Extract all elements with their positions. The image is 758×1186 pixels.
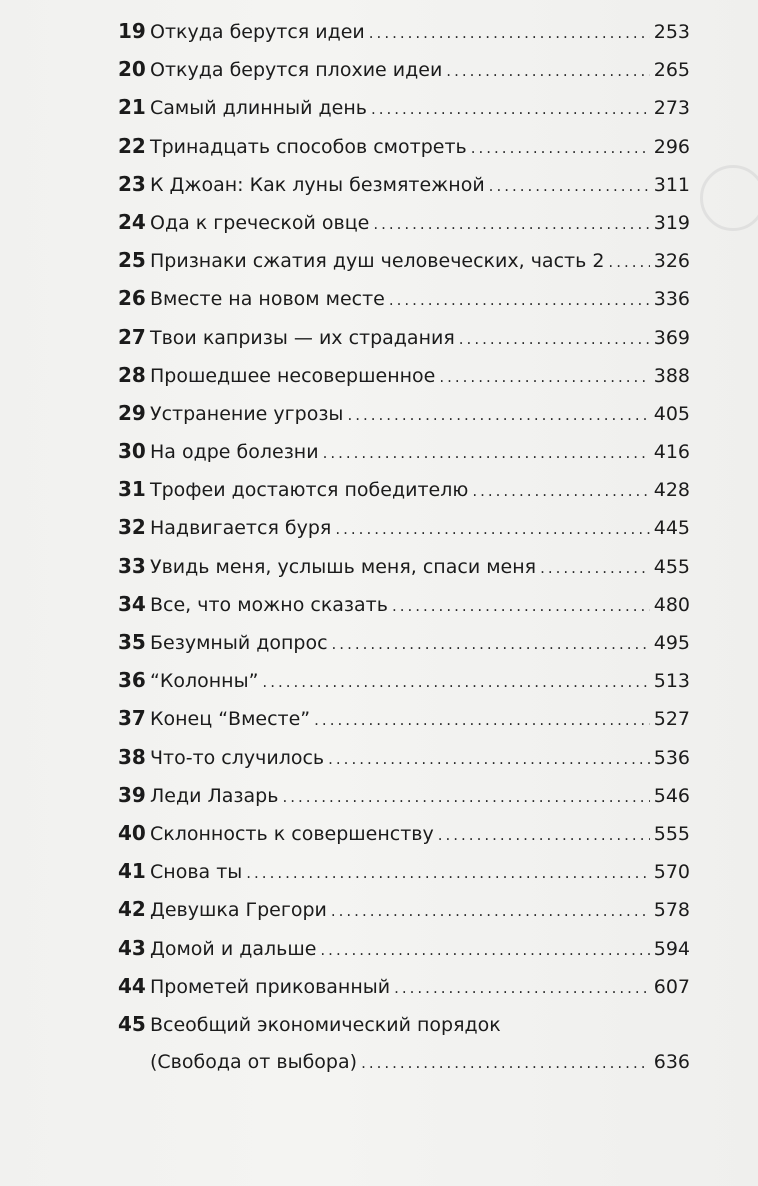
page-number: 326 bbox=[653, 250, 690, 273]
leader-dots bbox=[371, 90, 650, 128]
toc-entry bbox=[118, 852, 690, 890]
page-number: 546 bbox=[653, 784, 690, 807]
toc-entry bbox=[118, 776, 690, 814]
leader-dots bbox=[459, 320, 650, 358]
chapter-number: 31 bbox=[118, 477, 146, 502]
page-number: 513 bbox=[653, 670, 690, 693]
toc-entry bbox=[118, 432, 690, 470]
leader-dots bbox=[394, 969, 650, 1007]
chapter-number: 41 bbox=[118, 859, 146, 884]
page-number: 480 bbox=[653, 593, 690, 616]
chapter-number: 25 bbox=[118, 248, 146, 273]
chapter-title: Всеобщий экономический порядок bbox=[150, 1013, 501, 1036]
toc-entry bbox=[118, 661, 690, 699]
page-number: 253 bbox=[653, 21, 690, 43]
page-number: 536 bbox=[653, 746, 690, 769]
leader-dots bbox=[262, 663, 649, 701]
leader-dots bbox=[392, 587, 650, 625]
chapter-number: 44 bbox=[118, 973, 146, 998]
leader-dots bbox=[323, 434, 650, 472]
toc-entry bbox=[118, 127, 690, 165]
chapter-number: 27 bbox=[118, 324, 146, 349]
chapter-title: Откуда берутся плохие идеи bbox=[150, 59, 443, 82]
page-number: 455 bbox=[653, 555, 690, 578]
chapter-title: К Джоан: Как луны безмятежной bbox=[150, 173, 485, 196]
page-number: 388 bbox=[653, 364, 690, 387]
chapter-title: Домой и дальше bbox=[150, 937, 317, 960]
leader-dots bbox=[332, 625, 650, 663]
toc-entry bbox=[118, 356, 690, 394]
leader-dots bbox=[347, 396, 649, 434]
chapter-title: Устранение угрозы bbox=[150, 402, 344, 425]
chapter-number: 22 bbox=[118, 133, 146, 158]
chapter-number: 43 bbox=[118, 935, 146, 960]
chapter-number: 36 bbox=[118, 668, 146, 693]
leader-dots bbox=[439, 358, 649, 396]
leader-dots bbox=[331, 892, 650, 930]
toc-entry bbox=[118, 470, 690, 508]
toc-entry bbox=[118, 279, 690, 317]
toc-entry bbox=[118, 1005, 690, 1043]
leader-dots bbox=[282, 778, 649, 816]
page-number: 336 bbox=[653, 288, 690, 311]
chapter-title: Леди Лазарь bbox=[150, 784, 279, 807]
page-number: 570 bbox=[653, 861, 690, 884]
chapter-title: Склонность к совершенству bbox=[150, 822, 434, 845]
toc-entry bbox=[118, 929, 690, 967]
page-number: 296 bbox=[653, 135, 690, 158]
chapter-title: Надвигается буря bbox=[150, 517, 332, 540]
page-number: 607 bbox=[653, 975, 690, 998]
leader-dots bbox=[540, 549, 650, 587]
toc-entry bbox=[118, 547, 690, 585]
page-number: 319 bbox=[653, 211, 690, 234]
toc-entry-continuation bbox=[118, 1043, 690, 1081]
page-number: 369 bbox=[653, 326, 690, 349]
toc-entry bbox=[118, 203, 690, 241]
chapter-title: Безумный допрос bbox=[150, 632, 328, 654]
toc-entry bbox=[118, 814, 690, 852]
chapter-number: 19 bbox=[118, 19, 146, 43]
leader-dots bbox=[446, 52, 649, 90]
chapter-title: Вместе на новом месте bbox=[150, 288, 385, 311]
leader-dots bbox=[608, 243, 649, 281]
toc-entry bbox=[118, 699, 690, 737]
chapter-number: 28 bbox=[118, 362, 146, 387]
chapter-title: “Колонны” bbox=[150, 670, 259, 693]
chapter-number: 29 bbox=[118, 400, 146, 425]
page-number: 416 bbox=[653, 441, 690, 464]
leader-dots bbox=[389, 281, 650, 319]
leader-dots bbox=[320, 931, 649, 969]
page-number: 527 bbox=[653, 708, 690, 731]
chapter-title: Прошедшее несовершенное bbox=[150, 364, 436, 387]
toc-entry bbox=[118, 890, 690, 928]
chapter-number: 34 bbox=[118, 591, 146, 616]
page-number: 405 bbox=[653, 402, 690, 425]
leader-dots bbox=[489, 167, 650, 205]
table-of-contents bbox=[118, 12, 690, 1081]
chapter-number: 26 bbox=[118, 286, 146, 311]
page-number: 428 bbox=[653, 479, 690, 502]
bleed-through-circle bbox=[700, 165, 758, 231]
leader-dots bbox=[369, 14, 650, 52]
leader-dots bbox=[314, 701, 650, 739]
chapter-number: 35 bbox=[118, 630, 146, 654]
chapter-title: Признаки сжатия душ человеческих, часть 2 bbox=[150, 250, 605, 273]
chapter-number: 30 bbox=[118, 439, 146, 464]
leader-dots bbox=[373, 205, 649, 243]
page-number: 555 bbox=[653, 822, 690, 845]
toc-entry bbox=[118, 88, 690, 126]
leader-dots bbox=[335, 510, 649, 548]
chapter-number: 23 bbox=[118, 171, 146, 196]
chapter-number: 39 bbox=[118, 782, 146, 807]
toc-entry bbox=[118, 585, 690, 623]
toc-entry bbox=[118, 394, 690, 432]
toc-entry bbox=[118, 165, 690, 203]
page-number: 578 bbox=[653, 899, 690, 922]
chapter-number: 21 bbox=[118, 95, 146, 120]
chapter-title: Ода к греческой овце bbox=[150, 211, 370, 234]
chapter-title: Откуда берутся идеи bbox=[150, 21, 365, 43]
chapter-title: Снова ты bbox=[150, 861, 243, 884]
chapter-number: 37 bbox=[118, 706, 146, 731]
leader-dots bbox=[361, 1044, 650, 1082]
chapter-number: 33 bbox=[118, 553, 146, 578]
chapter-title: Девушка Грегори bbox=[150, 899, 327, 922]
chapter-title: Трофеи достаются победителю bbox=[150, 479, 469, 502]
chapter-title: Что-то случилось bbox=[150, 746, 325, 769]
chapter-title: Все, что можно сказать bbox=[150, 593, 388, 616]
chapter-title: Тринадцать способов смотреть bbox=[150, 135, 467, 158]
leader-dots bbox=[246, 854, 649, 892]
chapter-title: На одре болезни bbox=[150, 441, 319, 464]
chapter-title: Самый длинный день bbox=[150, 97, 367, 120]
page-number: 311 bbox=[653, 173, 690, 196]
chapter-number: 38 bbox=[118, 744, 146, 769]
toc-entry bbox=[118, 738, 690, 776]
toc-entry bbox=[118, 12, 690, 50]
page-number: 594 bbox=[653, 937, 690, 960]
toc-entry bbox=[118, 50, 690, 88]
chapter-number: 32 bbox=[118, 515, 146, 540]
toc-entry bbox=[118, 241, 690, 279]
chapter-title: Увидь меня, услышь меня, спаси меня bbox=[150, 555, 537, 578]
page-number: 636 bbox=[653, 1051, 690, 1074]
page-number: 265 bbox=[653, 59, 690, 82]
toc-entry bbox=[118, 508, 690, 546]
leader-dots bbox=[472, 472, 649, 510]
chapter-title: Конец “Вместе” bbox=[150, 708, 311, 731]
page-number: 273 bbox=[653, 97, 690, 120]
toc-entry bbox=[118, 318, 690, 356]
chapter-title: Твои капризы — их страдания bbox=[150, 326, 455, 349]
chapter-number: 42 bbox=[118, 897, 146, 922]
page-number: 445 bbox=[653, 517, 690, 540]
toc-entry bbox=[118, 623, 690, 661]
toc-entry bbox=[118, 967, 690, 1005]
leader-dots bbox=[438, 816, 650, 854]
chapter-title-continuation: (Свобода от выбора) bbox=[150, 1051, 358, 1074]
chapter-number: 24 bbox=[118, 209, 146, 234]
page-number: 495 bbox=[653, 632, 690, 654]
chapter-title: Прометей прикованный bbox=[150, 975, 391, 998]
leader-dots bbox=[471, 129, 650, 167]
chapter-number: 20 bbox=[118, 57, 146, 82]
chapter-number: 40 bbox=[118, 820, 146, 845]
leader-dots bbox=[328, 740, 650, 778]
chapter-number: 45 bbox=[118, 1011, 146, 1036]
